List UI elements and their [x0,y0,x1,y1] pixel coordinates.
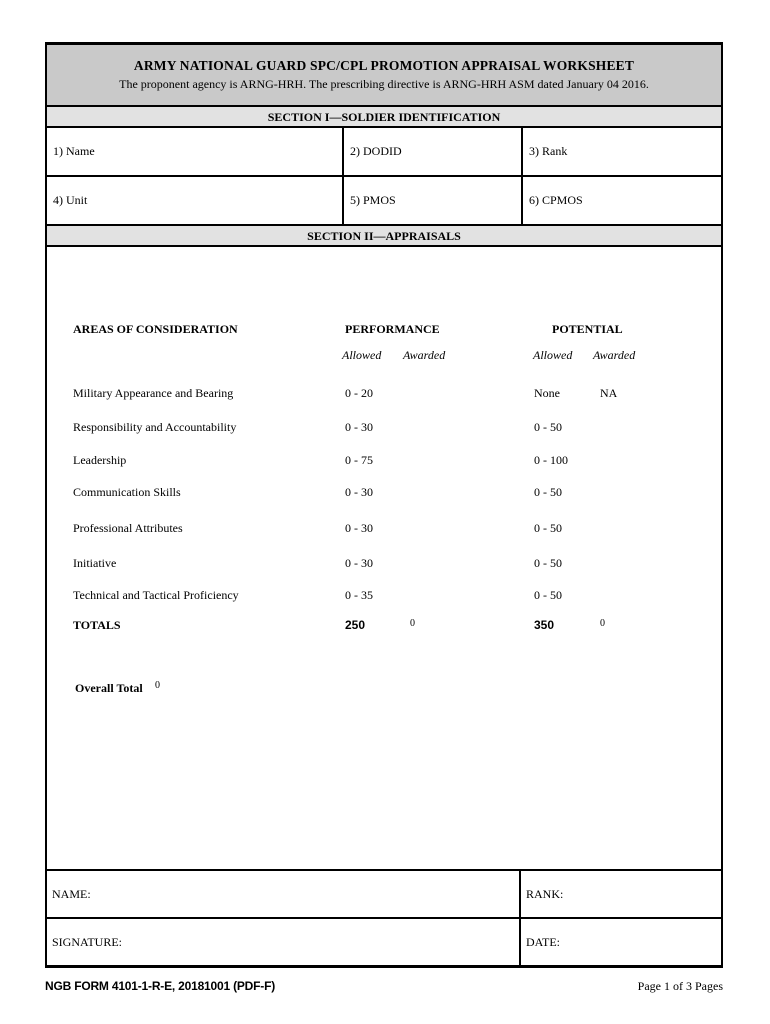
performance-allowed-total: 250 [345,618,366,632]
totals-label: TOTALS [73,618,121,632]
name-signature-cell[interactable] [47,871,521,917]
overall-total-value: 0 [155,680,160,691]
appraisal-area: Responsibility and Accountability [73,420,237,434]
appraisal-potential-allowed: 0 - 100 [534,453,568,467]
appraisal-performance-allowed: 0 - 20 [345,386,373,400]
appraisal-row [47,420,721,435]
promotion-appraisal-worksheet [45,42,723,968]
name-field-label: 1) Name [53,144,95,158]
form-number: NGB FORM 4101-1-R-E, 20181001 (PDF-F) [45,979,275,993]
appraisal-area: Professional Attributes [73,521,183,535]
appraisal-performance-allowed: 0 - 35 [345,588,373,602]
unit-field-label: 4) Unit [53,193,88,207]
appraisal-potential-allowed: 0 - 50 [534,485,562,499]
appraisal-row [47,386,721,401]
form-subtitle: The proponent agency is ARNG-HRH. The prescribing directive is ARNG-HRH ASM dated January 04 2016. [119,77,649,91]
section1-title: SECTION I—SOLDIER IDENTIFICATION [267,110,501,124]
form-title: ARMY NATIONAL GUARD SPC/CPL PROMOTION APPRAISAL WORKSHEET [133,58,635,73]
performance-awarded-subheader: Awarded [403,348,446,362]
potential-awarded-subheader: Awarded [593,348,636,362]
date-label: DATE: [526,934,560,949]
appraisal-row [47,485,721,500]
identification-row-2 [47,177,721,226]
appraisal-potential-allowed: 0 - 50 [534,521,562,535]
section2-title: SECTION II—APPRAISALS [307,229,461,243]
date-cell[interactable] [521,919,721,965]
appraisal-area: Communication Skills [73,485,181,499]
form-header [47,45,721,107]
dodid-field-label: 2) DODID [350,144,402,158]
rank-field-cell[interactable] [523,128,721,175]
potential-allowed-total: 350 [534,618,555,632]
signature-row-2 [47,919,721,965]
name-field-cell[interactable] [47,128,344,175]
performance-column-header: PERFORMANCE [345,322,440,336]
pmos-field-cell[interactable] [344,177,523,224]
potential-awarded-total: 0 [600,618,605,629]
appraisal-performance-allowed: 0 - 75 [345,453,373,467]
appraisal-potential-awarded: NA [600,386,618,400]
signature-row-1 [47,871,721,919]
cpmos-field-label: 6) CPMOS [529,193,583,207]
rank-signature-cell[interactable] [521,871,721,917]
name-signature-label: NAME: [52,886,91,901]
cpmos-field-cell[interactable] [523,177,721,224]
section1-header-bar [47,107,721,128]
appraisal-performance-allowed: 0 - 30 [345,556,373,570]
appraisal-area: Military Appearance and Bearing [73,386,234,400]
section2-header-bar [47,226,721,247]
appraisal-potential-allowed: 0 - 50 [534,420,562,434]
dodid-field-cell[interactable] [344,128,523,175]
appraisal-row [47,556,721,571]
rank-signature-label: RANK: [526,886,564,901]
appraisal-row [47,588,721,603]
pmos-field-label: 5) PMOS [350,193,396,207]
appraisal-row [47,453,721,468]
performance-allowed-subheader: Allowed [342,348,382,362]
appraisal-performance-allowed: 0 - 30 [345,521,373,535]
identification-row-1 [47,128,721,177]
signature-label: SIGNATURE: [52,934,123,949]
overall-total-label: Overall Total [75,681,143,695]
appraisals-section [47,247,721,871]
signature-cell[interactable] [47,919,521,965]
rank-field-label: 3) Rank [529,144,568,158]
appraisal-performance-allowed: 0 - 30 [345,485,373,499]
appraisal-row [47,521,721,536]
unit-field-cell[interactable] [47,177,344,224]
page-indicator: Page 1 of 3 Pages [637,979,723,993]
potential-column-header: POTENTIAL [552,322,623,336]
potential-allowed-subheader: Allowed [533,348,573,362]
appraisal-performance-allowed: 0 - 30 [345,420,373,434]
appraisal-potential-allowed: 0 - 50 [534,588,562,602]
performance-awarded-total: 0 [410,618,415,629]
appraisal-area: Leadership [73,453,127,467]
areas-column-header: AREAS OF CONSIDERATION [73,322,238,336]
page-footer [45,979,723,994]
appraisal-area: Initiative [73,556,117,570]
totals-row [47,618,721,633]
appraisal-potential-allowed: 0 - 50 [534,556,562,570]
appraisal-potential-allowed: None [534,386,560,400]
appraisal-area: Technical and Tactical Proficiency [73,588,239,602]
